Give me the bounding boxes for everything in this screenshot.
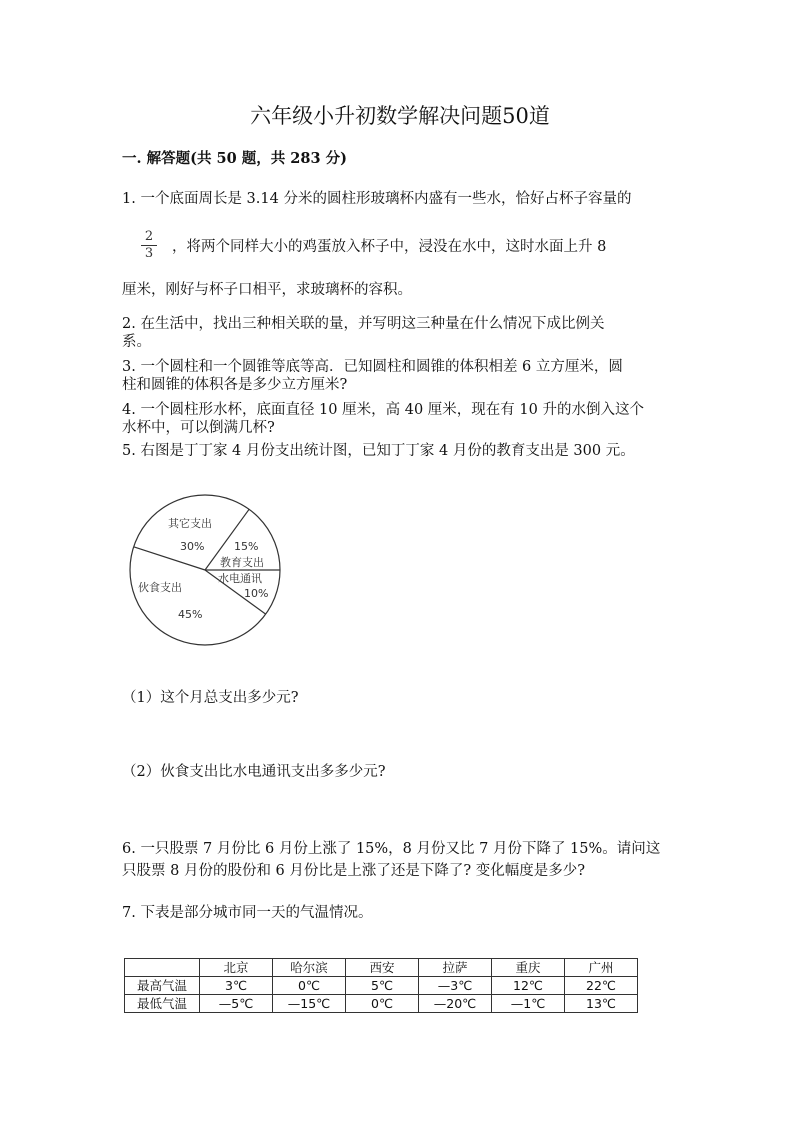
temperature-table bbox=[124, 958, 638, 1013]
q3-line1: 3. 一个圆柱和一个圆锥等底等高．已知圆柱和圆锥的体积相差 6 立方厘米，圆 bbox=[122, 359, 623, 375]
label-food: 伙食支出 bbox=[138, 581, 182, 594]
q1-line3: 厘米，刚好与杯子口相平，求玻璃杯的容积。 bbox=[122, 282, 412, 298]
q2-line2: 系。 bbox=[122, 334, 151, 350]
header-cell: 拉萨 bbox=[419, 959, 492, 977]
header-cell bbox=[125, 959, 200, 977]
q7-text: 7. 下表是部分城市同一天的气温情况。 bbox=[122, 905, 373, 921]
pct-other: 30% bbox=[180, 540, 205, 553]
table-row bbox=[125, 977, 638, 995]
header-cell: 北京 bbox=[200, 959, 273, 977]
q3-line2: 柱和圆锥的体积各是多少立方厘米? bbox=[122, 377, 348, 393]
table-cell: 0℃ bbox=[346, 995, 419, 1013]
expense-pie-chart bbox=[120, 490, 290, 650]
page-title: 六年级小升初数学解决问题50道 bbox=[250, 104, 550, 128]
table-cell: —15℃ bbox=[273, 995, 346, 1013]
header-cell: 西安 bbox=[346, 959, 419, 977]
table-cell: —1℃ bbox=[492, 995, 565, 1013]
pct-food: 45% bbox=[178, 608, 203, 621]
header-cell: 广州 bbox=[565, 959, 638, 977]
q5-sub1: （1）这个月总支出多少元? bbox=[122, 690, 299, 706]
label-other: 其它支出 bbox=[168, 517, 212, 530]
table-cell: —3℃ bbox=[419, 977, 492, 995]
table-cell: 12℃ bbox=[492, 977, 565, 995]
row-label: 最高气温 bbox=[125, 977, 200, 995]
header-cell: 重庆 bbox=[492, 959, 565, 977]
table-cell: 0℃ bbox=[273, 977, 346, 995]
frac-num: 2 bbox=[144, 229, 154, 244]
q2-line1: 2. 在生活中，找出三种相关联的量，并写明这三种量在什么情况下成比例关 bbox=[122, 316, 605, 332]
pct-util: 10% bbox=[244, 587, 269, 600]
q5-text: 5. 右图是丁丁家 4 月份支出统计图，已知丁丁家 4 月份的教育支出是 300 元。 bbox=[122, 443, 635, 459]
header-cell: 哈尔滨 bbox=[273, 959, 346, 977]
section-heading: 一. 解答题(共 50 题，共 283 分) bbox=[122, 150, 347, 167]
pct-edu: 15% bbox=[234, 540, 259, 553]
table-cell: 22℃ bbox=[565, 977, 638, 995]
table-header-row bbox=[125, 959, 638, 977]
q5-sub2: （2）伙食支出比水电通讯支出多多少元? bbox=[122, 764, 386, 780]
table-cell: —20℃ bbox=[419, 995, 492, 1013]
table-cell: —5℃ bbox=[200, 995, 273, 1013]
q6-line1: 6. 一只股票 7 月份比 6 月份上涨了 15%，8 月份又比 7 月份下降了 15%。请问这 bbox=[122, 841, 661, 857]
table-cell: 13℃ bbox=[565, 995, 638, 1013]
table-cell: 3℃ bbox=[200, 977, 273, 995]
row-label: 最低气温 bbox=[125, 995, 200, 1013]
table-row bbox=[125, 995, 638, 1013]
q4-line2: 水杯中，可以倒满几杯? bbox=[122, 420, 275, 436]
label-util: 水电通讯 bbox=[218, 572, 262, 585]
table-cell: 5℃ bbox=[346, 977, 419, 995]
q1-line1: 1. 一个底面周长是 3.14 分米的圆柱形玻璃杯内盛有一些水，恰好占杯子容量的 bbox=[122, 191, 632, 207]
q4-line1: 4. 一个圆柱形水杯，底面直径 10 厘米，高 40 厘米，现在有 10 升的水倒入这个 bbox=[122, 402, 644, 418]
label-edu: 教育支出 bbox=[220, 556, 264, 569]
q1-line2: ，将两个同样大小的鸡蛋放入杯子中，浸没在水中，这时水面上升 8 bbox=[172, 239, 607, 255]
q6-line2: 只股票 8 月份的股份和 6 月份比是上涨了还是下降了? 变化幅度是多少? bbox=[122, 863, 586, 879]
frac-den: 3 bbox=[144, 246, 154, 261]
fraction-two-thirds bbox=[141, 230, 157, 261]
